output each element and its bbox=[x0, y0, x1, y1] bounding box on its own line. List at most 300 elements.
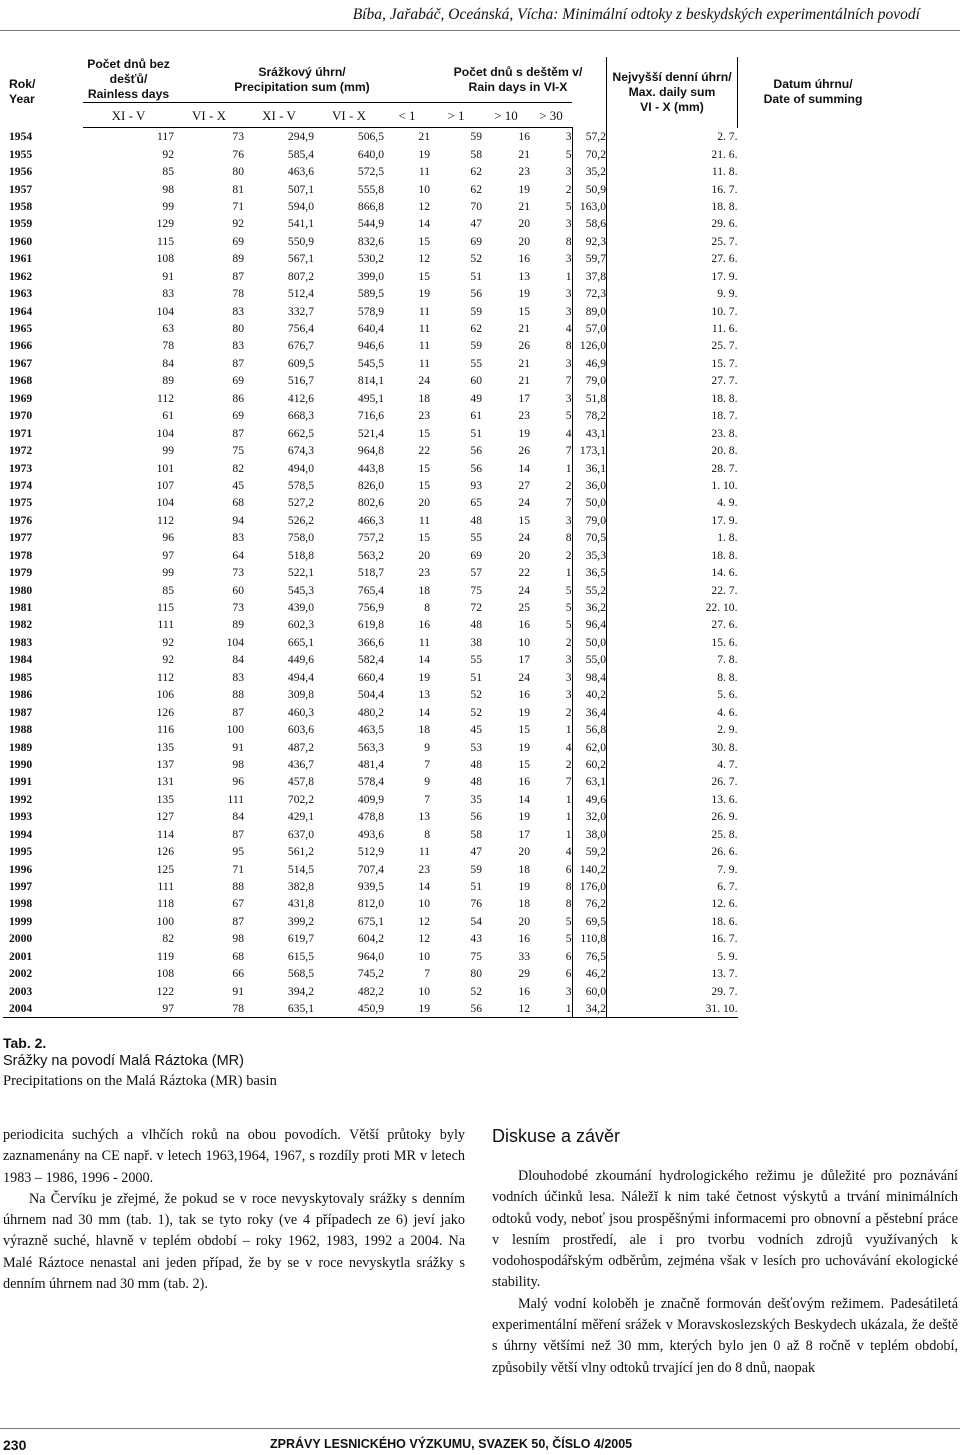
precipitation-table bbox=[3, 57, 888, 1018]
cell-year: 2001 bbox=[9, 949, 33, 963]
cell-dry-xi-v: 114 bbox=[157, 827, 174, 841]
cell-rain-gt1: 49 bbox=[470, 391, 482, 405]
cell-dry-xi-v: 119 bbox=[157, 949, 174, 963]
cell-dry-vi-x: 76 bbox=[232, 147, 244, 161]
cell-date: 1. 10. bbox=[607, 477, 738, 494]
cell-dry-vi-x: 68 bbox=[232, 949, 244, 963]
cell-max-daily: 79,0 bbox=[572, 372, 607, 389]
cell-dry-vi-x: 82 bbox=[232, 461, 244, 475]
cell-dry-xi-v: 61 bbox=[162, 409, 174, 423]
cell-dry-vi-x: 68 bbox=[232, 496, 244, 510]
cell-dry-vi-x: 69 bbox=[232, 374, 244, 388]
table-row bbox=[3, 948, 888, 965]
cell-precip-vi-x: 495,1 bbox=[357, 391, 384, 405]
right-column bbox=[492, 1125, 958, 1379]
cell-date: 5. 9. bbox=[607, 948, 738, 965]
cell-year: 1962 bbox=[9, 269, 33, 283]
cell-rain-gt30: 3 bbox=[565, 304, 572, 318]
cell-precip-xi-v: 585,4 bbox=[287, 147, 314, 161]
cell-rain-gt10: 25 bbox=[518, 601, 530, 615]
cell-year: 1975 bbox=[9, 496, 33, 510]
cell-max-daily: 173,1 bbox=[572, 442, 607, 459]
cell-max-daily: 63,1 bbox=[572, 773, 607, 790]
cell-precip-xi-v: 527,2 bbox=[287, 496, 314, 510]
cell-date: 27. 6. bbox=[607, 250, 738, 267]
cell-dry-xi-v: 108 bbox=[156, 252, 174, 266]
cell-max-daily: 59,2 bbox=[572, 843, 607, 860]
cell-date: 18. 8. bbox=[607, 547, 738, 564]
cell-rain-lt1: 16 bbox=[418, 618, 430, 632]
table-row bbox=[3, 494, 888, 511]
cell-rain-gt30: 6 bbox=[565, 862, 572, 876]
table-row bbox=[3, 843, 888, 860]
cell-dry-xi-v: 84 bbox=[162, 356, 174, 370]
cell-date: 25. 8. bbox=[607, 826, 738, 843]
table-caption-label: Tab. 2. bbox=[3, 1035, 47, 1051]
cell-rain-lt1: 19 bbox=[418, 147, 430, 161]
cell-precip-vi-x: 478,8 bbox=[357, 810, 384, 824]
cell-rain-gt30: 5 bbox=[565, 618, 572, 632]
table-row bbox=[3, 965, 888, 982]
table-row bbox=[3, 163, 888, 180]
cell-rain-gt30: 3 bbox=[565, 653, 572, 667]
cell-precip-vi-x: 450,9 bbox=[314, 1000, 384, 1018]
cell-precip-xi-v: 431,8 bbox=[287, 897, 314, 911]
cell-rain-gt1: 51 bbox=[470, 670, 482, 684]
cell-date: 14. 6. bbox=[607, 564, 738, 581]
cell-max-daily: 55,0 bbox=[572, 651, 607, 668]
cell-max-daily: 176,0 bbox=[572, 878, 607, 895]
cell-year: 1988 bbox=[9, 723, 33, 737]
cell-max-daily: 78,2 bbox=[572, 407, 607, 424]
cell-precip-xi-v: 635,1 bbox=[244, 1000, 314, 1018]
cell-year: 1999 bbox=[9, 914, 33, 928]
cell-rain-gt10: 15 bbox=[518, 757, 530, 771]
cell-rain-gt30: 2 bbox=[565, 705, 572, 719]
table-row bbox=[3, 145, 888, 162]
table-row bbox=[3, 930, 888, 947]
cell-rain-gt10: 16 bbox=[518, 130, 530, 144]
cell-dry-vi-x: 69 bbox=[232, 234, 244, 248]
cell-rain-gt1: 47 bbox=[470, 845, 482, 859]
cell-date: 20. 8. bbox=[607, 442, 738, 459]
cell-dry-vi-x: 75 bbox=[232, 444, 244, 458]
subheader-rain-gt1: > 1 bbox=[430, 103, 482, 128]
cell-rain-lt1: 18 bbox=[418, 723, 430, 737]
cell-dry-xi-v: 96 bbox=[162, 531, 174, 545]
cell-rain-gt30: 1 bbox=[565, 810, 572, 824]
cell-precip-vi-x: 563,3 bbox=[357, 740, 384, 754]
table-row bbox=[3, 477, 888, 494]
cell-rain-gt1: 62 bbox=[470, 322, 482, 336]
cell-year: 1989 bbox=[9, 740, 33, 754]
cell-dry-vi-x: 80 bbox=[232, 322, 244, 336]
section-title: Diskuse a závěr bbox=[492, 1126, 621, 1146]
cell-precip-xi-v: 439,0 bbox=[287, 601, 314, 615]
cell-precip-vi-x: 512,9 bbox=[357, 845, 384, 859]
cell-precip-xi-v: 674,3 bbox=[287, 444, 314, 458]
cell-rain-gt10: 17 bbox=[518, 827, 530, 841]
cell-year: 1957 bbox=[9, 182, 33, 196]
cell-date: 13. 7. bbox=[607, 965, 738, 982]
cell-rain-gt1: 52 bbox=[470, 705, 482, 719]
cell-rain-gt1: 58 bbox=[470, 827, 482, 841]
cell-precip-vi-x: 545,5 bbox=[357, 356, 384, 370]
table-caption-czech: Srážky na povodí Malá Ráztoka (MR) bbox=[3, 1053, 244, 1069]
cell-rain-gt1: 56 bbox=[470, 461, 482, 475]
cell-rain-lt1: 15 bbox=[418, 461, 430, 475]
table-row bbox=[3, 599, 888, 616]
cell-rain-gt1: 59 bbox=[470, 862, 482, 876]
cell-rain-gt10: 15 bbox=[518, 513, 530, 527]
paragraph: periodicita suchých a vlhčích roků na obou povodích. Větší průtoky byly zaznamenány na CE např. v letech 1963,1964, 1967, s rozdíly proti MR v letech 1983 – 1986, 1996 - 2000. bbox=[3, 1127, 465, 1186]
cell-max-daily: 36,1 bbox=[572, 459, 607, 476]
cell-dry-vi-x: 83 bbox=[232, 670, 244, 684]
cell-dry-vi-x: 94 bbox=[232, 513, 244, 527]
table-row bbox=[3, 581, 888, 598]
cell-max-daily: 46,2 bbox=[572, 965, 607, 982]
cell-year: 1986 bbox=[9, 688, 33, 702]
cell-dry-xi-v: 106 bbox=[156, 688, 174, 702]
cell-dry-xi-v: 137 bbox=[156, 757, 174, 771]
cell-dry-vi-x: 86 bbox=[232, 391, 244, 405]
cell-dry-xi-v: 92 bbox=[162, 653, 174, 667]
cell-rain-lt1: 11 bbox=[418, 165, 430, 179]
cell-rain-gt10: 23 bbox=[518, 409, 530, 423]
cell-year: 1992 bbox=[9, 792, 33, 806]
cell-rain-lt1: 10 bbox=[418, 949, 430, 963]
cell-rain-gt1: 43 bbox=[470, 932, 482, 946]
cell-precip-vi-x: 572,5 bbox=[357, 165, 384, 179]
cell-rain-lt1: 11 bbox=[418, 339, 430, 353]
cell-date: 26. 7. bbox=[607, 773, 738, 790]
cell-rain-gt10: 10 bbox=[518, 635, 530, 649]
cell-dry-vi-x: 100 bbox=[226, 723, 244, 737]
cell-dry-vi-x: 84 bbox=[232, 810, 244, 824]
cell-year: 1974 bbox=[9, 478, 33, 492]
cell-rain-gt10: 22 bbox=[518, 566, 530, 580]
cell-date: 13. 6. bbox=[607, 791, 738, 808]
cell-date: 17. 9. bbox=[607, 512, 738, 529]
cell-dry-xi-v: 116 bbox=[157, 723, 174, 737]
table-row bbox=[3, 268, 888, 285]
cell-year: 1956 bbox=[9, 165, 33, 179]
cell-max-daily: 40,2 bbox=[572, 686, 607, 703]
cell-rain-gt30: 4 bbox=[565, 740, 572, 754]
cell-precip-vi-x: 814,1 bbox=[357, 374, 384, 388]
cell-rain-gt10: 24 bbox=[518, 670, 530, 684]
table-row bbox=[3, 634, 888, 651]
subheader-dry-vi-x: VI - X bbox=[174, 103, 244, 128]
cell-rain-gt1: 38 bbox=[470, 635, 482, 649]
cell-rain-gt1: 51 bbox=[470, 269, 482, 283]
cell-precip-xi-v: 457,8 bbox=[287, 775, 314, 789]
cell-max-daily: 49,6 bbox=[572, 791, 607, 808]
cell-dry-vi-x: 64 bbox=[232, 548, 244, 562]
table-row bbox=[3, 738, 888, 755]
cell-year: 1996 bbox=[9, 862, 33, 876]
cell-rain-lt1: 18 bbox=[418, 583, 430, 597]
cell-rain-gt1: 62 bbox=[470, 182, 482, 196]
cell-dry-xi-v: 97 bbox=[162, 548, 174, 562]
table-row bbox=[3, 233, 888, 250]
header-year: Rok/ Year bbox=[9, 77, 36, 107]
cell-dry-xi-v: 111 bbox=[157, 880, 174, 894]
cell-rain-lt1: 23 bbox=[418, 566, 430, 580]
cell-date: 28. 7. bbox=[607, 459, 738, 476]
cell-rain-gt10: 27 bbox=[518, 478, 530, 492]
cell-dry-xi-v: 83 bbox=[162, 287, 174, 301]
cell-precip-vi-x: 409,9 bbox=[357, 792, 384, 806]
cell-year: 1985 bbox=[9, 670, 33, 684]
table-row bbox=[3, 1000, 888, 1018]
cell-rain-lt1: 9 bbox=[424, 740, 430, 754]
cell-rain-gt1: 51 bbox=[470, 426, 482, 440]
cell-rain-gt10: 20 bbox=[518, 217, 530, 231]
cell-date: 25. 7. bbox=[607, 337, 738, 354]
cell-rain-gt10: 29 bbox=[518, 967, 530, 981]
cell-rain-lt1: 10 bbox=[418, 182, 430, 196]
subheader-precip-xi-v: XI - V bbox=[244, 103, 314, 128]
cell-year: 1954 bbox=[9, 129, 33, 143]
cell-max-daily: 35,2 bbox=[572, 163, 607, 180]
cell-precip-xi-v: 594,0 bbox=[287, 199, 314, 213]
cell-max-daily: 70,2 bbox=[572, 145, 607, 162]
cell-rain-gt30: 5 bbox=[565, 914, 572, 928]
cell-rain-lt1: 14 bbox=[418, 880, 430, 894]
cell-rain-lt1: 7 bbox=[424, 757, 430, 771]
cell-precip-vi-x: 493,6 bbox=[357, 827, 384, 841]
cell-rain-gt30: 5 bbox=[565, 932, 572, 946]
cell-precip-xi-v: 332,7 bbox=[287, 304, 314, 318]
cell-year: 2000 bbox=[9, 932, 33, 946]
cell-dry-vi-x: 83 bbox=[232, 339, 244, 353]
cell-rain-gt10: 15 bbox=[518, 723, 530, 737]
cell-precip-xi-v: 522,1 bbox=[287, 566, 314, 580]
cell-rain-gt1: 52 bbox=[470, 984, 482, 998]
cell-rain-gt30: 5 bbox=[565, 199, 572, 213]
cell-max-daily: 56,8 bbox=[572, 721, 607, 738]
cell-rain-gt10: 20 bbox=[518, 914, 530, 928]
cell-rain-lt1: 23 bbox=[418, 862, 430, 876]
cell-year: 1979 bbox=[9, 566, 33, 580]
subheader-rain-gt30: > 30 bbox=[530, 103, 572, 128]
cell-precip-xi-v: 382,8 bbox=[287, 880, 314, 894]
cell-precip-xi-v: 619,7 bbox=[287, 932, 314, 946]
cell-dry-xi-v: 135 bbox=[156, 740, 174, 754]
cell-dry-xi-v: 92 bbox=[162, 147, 174, 161]
table-row bbox=[3, 808, 888, 825]
cell-dry-xi-v: 100 bbox=[156, 914, 174, 928]
cell-rain-lt1: 20 bbox=[418, 548, 430, 562]
cell-rain-lt1: 15 bbox=[418, 269, 430, 283]
cell-precip-vi-x: 399,0 bbox=[357, 269, 384, 283]
cell-rain-gt30: 2 bbox=[565, 478, 572, 492]
cell-dry-vi-x: 95 bbox=[232, 845, 244, 859]
cell-max-daily: 55,2 bbox=[572, 581, 607, 598]
cell-rain-gt30: 3 bbox=[565, 165, 572, 179]
cell-precip-vi-x: 812,0 bbox=[357, 897, 384, 911]
cell-rain-gt10: 21 bbox=[518, 356, 530, 370]
cell-precip-vi-x: 757,2 bbox=[357, 531, 384, 545]
cell-dry-vi-x: 91 bbox=[232, 740, 244, 754]
cell-rain-gt1: 55 bbox=[470, 653, 482, 667]
cell-rain-lt1: 15 bbox=[418, 234, 430, 248]
cell-max-daily: 110,8 bbox=[572, 930, 607, 947]
cell-precip-xi-v: 602,3 bbox=[287, 618, 314, 632]
cell-dry-vi-x: 78 bbox=[174, 1000, 244, 1018]
subheader-rain-lt1: < 1 bbox=[384, 103, 430, 128]
table-row bbox=[3, 198, 888, 215]
cell-rain-gt1: 69 bbox=[470, 234, 482, 248]
table-row bbox=[3, 337, 888, 354]
cell-dry-vi-x: 87 bbox=[232, 269, 244, 283]
cell-rain-gt30: 1 bbox=[565, 269, 572, 283]
cell-rain-gt1: 93 bbox=[470, 478, 482, 492]
cell-dry-vi-x: 89 bbox=[232, 618, 244, 632]
cell-precip-xi-v: 512,4 bbox=[287, 287, 314, 301]
table-row bbox=[3, 529, 888, 546]
cell-dry-vi-x: 104 bbox=[226, 635, 244, 649]
cell-year: 1958 bbox=[9, 199, 33, 213]
cell-date: 2. 9. bbox=[607, 721, 738, 738]
cell-rain-gt10: 19 bbox=[518, 810, 530, 824]
cell-precip-vi-x: 939,5 bbox=[357, 880, 384, 894]
cell-date: 22. 10. bbox=[607, 599, 738, 616]
cell-max-daily: 72,3 bbox=[572, 285, 607, 302]
cell-precip-vi-x: 802,6 bbox=[357, 496, 384, 510]
cell-precip-vi-x: 506,5 bbox=[357, 130, 384, 144]
table-row bbox=[3, 913, 888, 930]
cell-dry-xi-v: 126 bbox=[156, 845, 174, 859]
cell-rain-lt1: 7 bbox=[424, 792, 430, 806]
cell-precip-vi-x: 964,8 bbox=[357, 444, 384, 458]
cell-dry-xi-v: 129 bbox=[156, 217, 174, 231]
cell-year: 2004 bbox=[3, 1000, 83, 1018]
cell-precip-xi-v: 494,0 bbox=[287, 461, 314, 475]
table-row bbox=[3, 128, 888, 146]
cell-precip-xi-v: 567,1 bbox=[287, 252, 314, 266]
cell-precip-vi-x: 518,7 bbox=[357, 566, 384, 580]
cell-date: 1. 8. bbox=[607, 529, 738, 546]
cell-dry-vi-x: 83 bbox=[232, 304, 244, 318]
cell-dry-xi-v: 112 bbox=[157, 391, 174, 405]
cell-precip-vi-x: 504,4 bbox=[357, 688, 384, 702]
cell-max-daily: 96,4 bbox=[572, 616, 607, 633]
cell-rain-lt1: 9 bbox=[424, 775, 430, 789]
cell-rain-lt1: 11 bbox=[418, 513, 430, 527]
cell-date: 25. 7. bbox=[607, 233, 738, 250]
cell-rain-lt1: 11 bbox=[418, 635, 430, 649]
cell-rain-gt30: 5 bbox=[565, 601, 572, 615]
cell-precip-xi-v: 758,0 bbox=[287, 531, 314, 545]
table-row bbox=[3, 616, 888, 633]
cell-precip-xi-v: 309,8 bbox=[287, 688, 314, 702]
cell-precip-xi-v: 394,2 bbox=[287, 984, 314, 998]
cell-rain-gt10: 19 bbox=[518, 182, 530, 196]
table-row bbox=[3, 686, 888, 703]
cell-year: 1965 bbox=[9, 322, 33, 336]
cell-precip-vi-x: 675,1 bbox=[357, 914, 384, 928]
cell-max-daily: 36,2 bbox=[572, 599, 607, 616]
cell-rain-gt30: 3 bbox=[565, 670, 572, 684]
cell-rain-lt1: 12 bbox=[418, 932, 430, 946]
cell-precip-vi-x: 482,2 bbox=[357, 984, 384, 998]
cell-precip-vi-x: 946,6 bbox=[357, 339, 384, 353]
header-max-daily: Nejvyšší denní úhrn/ Max. daily sum VI - X (mm) bbox=[607, 57, 738, 128]
cell-rain-gt10: 19 bbox=[518, 426, 530, 440]
cell-rain-gt30: 6 bbox=[565, 967, 572, 981]
cell-precip-vi-x: 481,4 bbox=[357, 757, 384, 771]
cell-rain-gt1: 60 bbox=[470, 374, 482, 388]
journal-name: ZPRÁVY LESNICKÉHO VÝZKUMU, SVAZEK 50, ČÍSLO 4/2005 bbox=[270, 1437, 633, 1451]
cell-precip-xi-v: 702,2 bbox=[287, 792, 314, 806]
cell-rain-lt1: 13 bbox=[418, 688, 430, 702]
cell-dry-vi-x: 60 bbox=[232, 583, 244, 597]
table-row bbox=[3, 285, 888, 302]
cell-precip-vi-x: 544,9 bbox=[357, 217, 384, 231]
cell-precip-vi-x: 578,9 bbox=[357, 304, 384, 318]
table-row bbox=[3, 250, 888, 267]
cell-precip-vi-x: 582,4 bbox=[357, 653, 384, 667]
cell-rain-gt1: 47 bbox=[470, 217, 482, 231]
cell-date: 30. 8. bbox=[607, 738, 738, 755]
cell-rain-gt10: 20 bbox=[518, 845, 530, 859]
cell-precip-xi-v: 514,5 bbox=[287, 862, 314, 876]
cell-rain-gt30: 8 bbox=[565, 531, 572, 545]
paragraph: Malý vodní koloběh je značně formován dešťovým režimem. Padesátiletá experimentální měření srážek v Moravskoslezských Beskydech ukázala, že deště s úhrny většími než 30 mm, kterých bylo jen 0 až 8 ročně v teplém období, způsobily větší vlny odtoků trvající jen do 8 dnů, naopak bbox=[492, 1295, 958, 1376]
cell-precip-xi-v: 429,1 bbox=[287, 810, 314, 824]
cell-rain-gt1: 55 bbox=[470, 531, 482, 545]
table-row bbox=[3, 564, 888, 581]
cell-precip-xi-v: 807,2 bbox=[287, 269, 314, 283]
cell-year: 1995 bbox=[9, 845, 33, 859]
cell-rain-gt30: 8 bbox=[565, 234, 572, 248]
cell-rain-gt10: 13 bbox=[518, 269, 530, 283]
cell-precip-vi-x: 480,2 bbox=[357, 705, 384, 719]
cell-precip-xi-v: 609,5 bbox=[287, 356, 314, 370]
cell-date: 27. 6. bbox=[607, 616, 738, 633]
cell-rain-gt10: 16 bbox=[518, 984, 530, 998]
cell-max-daily: 58,6 bbox=[572, 215, 607, 232]
cell-precip-vi-x: 563,2 bbox=[357, 548, 384, 562]
cell-rain-gt10: 33 bbox=[518, 949, 530, 963]
cell-precip-vi-x: 463,5 bbox=[357, 723, 384, 737]
cell-dry-xi-v: 115 bbox=[157, 601, 174, 615]
cell-year: 1983 bbox=[9, 635, 33, 649]
cell-rain-gt10: 16 bbox=[518, 688, 530, 702]
cell-rain-gt10: 21 bbox=[518, 147, 530, 161]
cell-dry-vi-x: 69 bbox=[232, 409, 244, 423]
table-row bbox=[3, 547, 888, 564]
cell-rain-gt10: 16 bbox=[518, 775, 530, 789]
cell-max-daily: 76,5 bbox=[572, 948, 607, 965]
cell-rain-lt1: 18 bbox=[418, 391, 430, 405]
cell-dry-xi-v: 85 bbox=[162, 583, 174, 597]
cell-dry-xi-v: 118 bbox=[157, 897, 174, 911]
cell-date: 27. 7. bbox=[607, 372, 738, 389]
table-row bbox=[3, 721, 888, 738]
cell-dry-xi-v: 107 bbox=[156, 478, 174, 492]
cell-date: 31. 10. bbox=[607, 1000, 738, 1018]
running-head: Bíba, Jařabáč, Oceánská, Vícha: Minimální odtoky z beskydských experimentálních povodí bbox=[352, 6, 920, 23]
cell-year: 1991 bbox=[9, 775, 33, 789]
cell-rain-lt1: 19 bbox=[384, 1000, 430, 1018]
cell-rain-gt30: 1 bbox=[565, 461, 572, 475]
cell-rain-gt1: 54 bbox=[470, 914, 482, 928]
cell-precip-vi-x: 443,8 bbox=[357, 461, 384, 475]
cell-rain-gt30: 8 bbox=[565, 880, 572, 894]
